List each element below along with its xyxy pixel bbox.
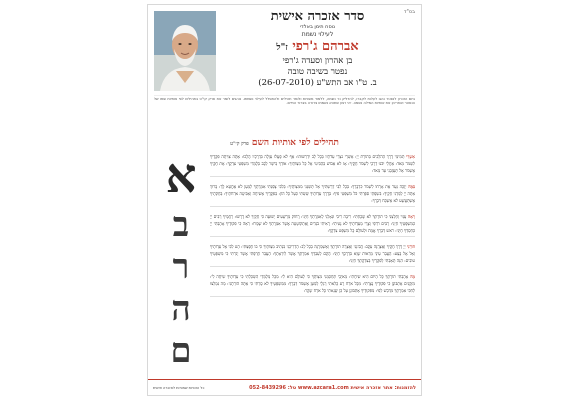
deceased-name-line [220,39,415,56]
verse-text: יְזַכֶּה נַּעַר אֶת אָרְחוֹ לִשְׁמֹר כִּדְבָרֶךָ: בְּכָל לִבִּי דְרַשְׁתִּיךָ אַל תַּשְׁגֵּנִי מִמִּצְוֹתֶיךָ: בְּלִבִּי צָפַנְתִּי אִמְרָתֶךָ לְמַעַן לֹא אֶחֱטָא לָךְ: בָּרוּךְ אַתָּה יְיָ לַמְּדֵנִי חֻקֶּיךָ: בִּשְׂפָתַי סִפַּרְתִּי כֹּל מִשְׁפְּטֵי פִיךָ: בְּדֶרֶךְ עֵדְוֹתֶיךָ שַׂשְׂתִּי כְּעַל כָּל הוֹן: בְּפִקֻּדֶיךָ אָשִׂיחָה וְאַבִּיטָה אֹרְחֹתֶיךָ: בְּחֻקֹּתֶיךָ אֶשְׁתַּעֲשָׁע לֹא אֶשְׁכַּח דְּבָרֶךָ: [210,184,415,203]
verse-lead: רְאֵה [407,214,415,219]
psalm-chapter: פרק קי"ט [230,141,249,147]
honorific: ז"ל [276,43,288,53]
psalm-title: תהילים לפי אותיות השם [251,138,339,148]
order-contact[interactable]: להזמנות: אתר אזכרה אישית www.azcara1.com טל: 052-8439296 [249,384,416,391]
deceased-name: אברהם ג'רפי [292,39,359,54]
name-letter: ר [172,247,190,287]
intro-paragraph: ביום הזכרון לנפטר נהגו לעלות לקברו, להדליק נר נשמה, ללמוד משניות ולומר תהילים ולהתפלל לעילוי נשמתו. נוהגים לומר את פרק קי"ט בתהילים לפי אותיות שמו של הנפטר ואחריהן את אותיות המילה נשמה. יהי רצון שתהא נשמתו צרורה בצרור החיים. [154,95,415,133]
date-hebrew: ב. ט"ו אב התש"ע [316,78,377,88]
bsd-tag: בס"ד [403,9,415,15]
verse-lead: בַּמֶּה [408,184,415,189]
verse-block [210,153,415,177]
verse-block [210,273,415,297]
memorial-page [147,4,422,396]
portrait-image [154,11,216,91]
parents-line: בן אהרון וסעדה ג'רפי [282,56,353,66]
copyright-note: כל הזכויות שמורות לאזכרה אישית [153,385,205,390]
ilui-line: לעילוי נשמת [301,31,334,38]
verse-block [210,213,415,237]
passed-line: נפטר בשיבה טובה [287,67,348,77]
psalm-verses [210,153,415,371]
verse-block [210,183,415,207]
page-title: סדר אזכרה אישית [270,9,365,24]
name-letter: ה [171,289,191,329]
name-letter: ם [170,331,192,371]
footer-bar [148,379,421,395]
name-letter: א [165,148,197,204]
verse-text: יְיָ דֶּרֶךְ חֻקֶּיךָ וְאֶצְּרֶנָּה עֵקֶב: הֲבִינֵנִי וְאֶצְּרָה תוֹרָתֶךָ וְאֶשְׁמְרֶנָּה בְכָל לֵב: הַדְרִיכֵנִי בִּנְתִיב מִצְוֹתֶיךָ כִּי בוֹ חָפָצְתִּי: הַט לִבִּי אֶל עֵדְוֹתֶיךָ וְאַל אֶל בָּצַע: הַעֲבֵר עֵינַי מֵרְאוֹת שָׁוְא בִּדְרָכֶךָ חַיֵּנִי: הָקֵם לְעַבְדְּךָ אִמְרָתֶךָ אֲשֶׁר לְיִרְאָתֶךָ: הַעֲבֵר חֶרְפָּתִי אֲשֶׁר יָגֹרְתִּי כִּי מִשְׁפָּטֶיךָ טוֹבִים: הִנֵּה תָּאַבְתִּי לְפִקֻּדֶיךָ בְּצִדְקָתְךָ חַיֵּנִי: [210,244,415,263]
verse-lead: מָה [410,274,415,279]
psalm-title-line [148,137,421,148]
nusach-line: נוסח תימן באלדי [299,24,336,30]
verse-lead: הוֹרֵנִי [407,244,415,249]
memorial-header [220,9,415,89]
verse-text: עָנְיִי וְחַלְּצֵנִי כִּי תוֹרָתְךָ לֹא שָׁכָחְתִּי: רִיבָה רִיבִי וּגְאָלֵנִי לְאִמְרָתְךָ חַיֵּנִי: רָחוֹק מֵרְשָׁעִים יְשׁוּעָה כִּי חֻקֶּיךָ לֹא דָרָשׁוּ: רַחֲמֶיךָ רַבִּים יְיָ כְּמִשְׁפָּטֶיךָ חַיֵּנִי: רַבִּים רֹדְפַי וְצָרָי מֵעֵדְוֹתֶיךָ לֹא נָטִיתִי: רָאִיתִי בֹגְדִים וָאֶתְקוֹטָטָה אֲשֶׁר אִמְרָתְךָ לֹא שָׁמָרוּ: רְאֵה כִּי פִקּוּדֶיךָ אָהָבְתִּי יְיָ כְּחַסְדְּךָ חַיֵּנִי: רֹאשׁ דְּבָרְךָ אֱמֶת וּלְעוֹלָם כָּל מִשְׁפַּט צִדְקֶךָ: [210,214,415,233]
verse-block [210,243,415,267]
verse-lead: אַשְׁרֵי [406,154,415,159]
date-gregorian: (26-07-2010) [258,78,314,88]
portrait-photo [154,11,216,91]
verse-text: אָהַבְתִּי תוֹרָתֶךָ כָּל הַיּוֹם הִיא שִׂיחָתִי: מֵאֹיְבַי תְּחַכְּמֵנִי מִצְוֹתֶךָ כִּי לְעוֹלָם הִיא לִי: מִכָּל מְלַמְּדַי הִשְׂכַּלְתִּי כִּי עֵדְוֹתֶיךָ שִׂיחָה לִי: מִזְּקֵנִים אֶתְבּוֹנָן כִּי פִקּוּדֶיךָ נָצָרְתִּי: מִכָּל אֹרַח רָע כָּלִאתִי רַגְלָי לְמַעַן אֶשְׁמֹר דְּבָרֶךָ: מִמִּשְׁפָּטֶיךָ לֹא סָרְתִּי כִּי אַתָּה הוֹרֵתָנִי: מַה נִּמְלְצוּ לְחִכִּי אִמְרָתֶךָ מִדְּבַשׁ לְפִי: מִפִּקּוּדֶיךָ אֶתְבּוֹנָן עַל כֵּן שָׂנֵאתִי כָּל אֹרַח שָׁקֶר: [210,274,415,293]
date-line [220,78,415,89]
name-letters-column [156,148,206,371]
verse-text: תְמִימֵי דָרֶךְ הַהֹלְכִים בְּתוֹרַת יְיָ: אַשְׁרֵי נֹצְרֵי עֵדֹתָיו בְּכָל לֵב יִדְרְשׁוּהוּ: אַף לֹא פָעֲלוּ עַוְלָה בִּדְרָכָיו הָלָכוּ: אַתָּה צִוִּיתָה פִקֻּדֶיךָ לִשְׁמֹר מְאֹד: אַחֲלַי יִכֹּנוּ דְרָכָי לִשְׁמֹר חֻקֶּיךָ: אָז לֹא אֵבוֹשׁ בְּהַבִּיטִי אֶל כָּל מִצְוֹתֶיךָ: אוֹדְךָ בְּיֹשֶׁר לֵבָב בְּלָמְדִי מִשְׁפְּטֵי צִדְקֶךָ: אֶת חֻקֶּיךָ אֶשְׁמֹר אַל תַּעַזְבֵנִי עַד מְאֹד: [210,154,415,173]
name-letter: ב [172,205,190,245]
